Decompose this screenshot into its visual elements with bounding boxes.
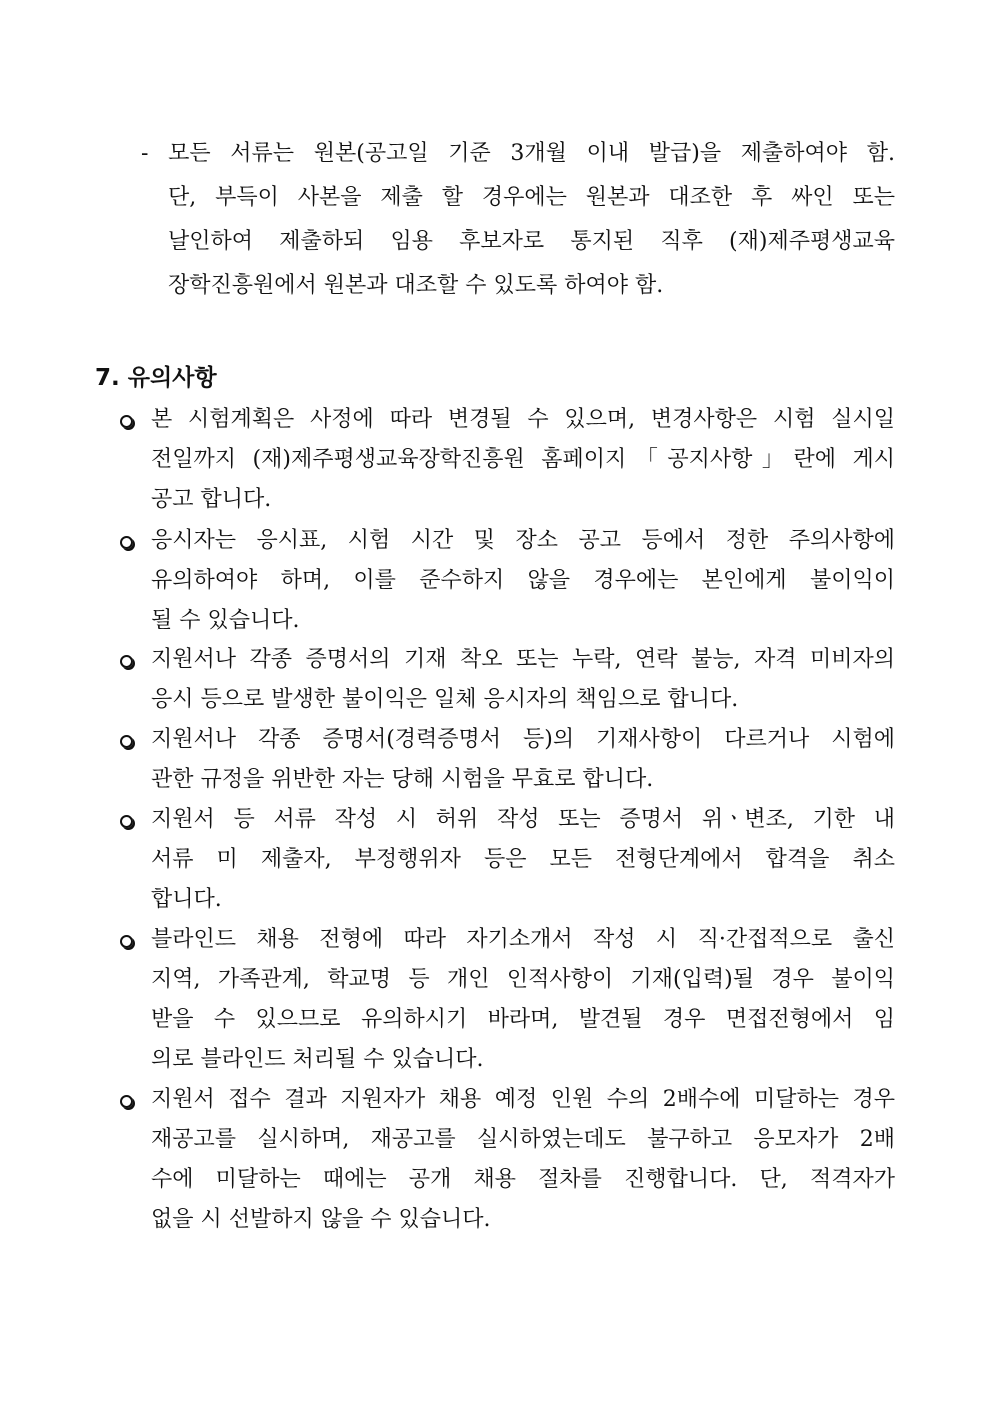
- notice-item-line: 될 수 있습니다.: [151, 608, 300, 633]
- notice-item-line: 블라인드 채용 전형에 따라 자기소개서 작성 시 직·간접적으로 출신: [151, 927, 895, 952]
- dash-paragraph-line: 장학진흥원에서 원본과 대조할 수 있도록 하여야 함.: [168, 273, 664, 298]
- notice-item-line: 전일까지 (재)제주평생교육장학진흥원 홈페이지「공지사항」란에 게시: [151, 447, 895, 472]
- hollow-circle-bullet-icon: [120, 536, 133, 549]
- hollow-circle-bullet-icon: [120, 935, 133, 948]
- notice-item-line: 관한 규정을 위반한 자는 당해 시험을 무효로 합니다.: [151, 767, 654, 792]
- notice-item-line: 의로 블라인드 처리될 수 있습니다.: [151, 1047, 484, 1072]
- notice-item-line: 없을 시 선발하지 않을 수 있습니다.: [151, 1207, 491, 1232]
- section-heading: 7. 유의사항: [95, 365, 217, 391]
- hollow-circle-bullet-icon: [120, 735, 133, 748]
- notice-item-line: 받을 수 있으므로 유의하시기 바라며, 발견될 경우 면접전형에서 임: [151, 1007, 895, 1032]
- dash-paragraph-line: 단, 부득이 사본을 제출 할 경우에는 원본과 대조한 후 싸인 또는: [168, 185, 895, 210]
- notice-item-line: 유의하여야 하며, 이를 준수하지 않을 경우에는 본인에게 불이익이: [151, 568, 895, 593]
- notice-item-line: 지원서 등 서류 작성 시 허위 작성 또는 증명서 위ㆍ변조, 기한 내: [151, 807, 895, 832]
- notice-item-line: 합니다.: [151, 887, 222, 912]
- dash-paragraph-line: - 모든 서류는 원본(공고일 기준 3개월 이내 발급)을 제출하여야 함.: [141, 141, 895, 166]
- notice-item-line: 응시 등으로 발생한 불이익은 일체 응시자의 책임으로 합니다.: [151, 687, 739, 712]
- notice-item-line: 지원서나 각종 증명서(경력증명서 등)의 기재사항이 다르거나 시험에: [151, 727, 895, 752]
- notice-item-line: 본 시험계획은 사정에 따라 변경될 수 있으며, 변경사항은 시험 실시일: [151, 407, 895, 432]
- hollow-circle-bullet-icon: [120, 415, 133, 428]
- notice-item-line: 수에 미달하는 때에는 공개 채용 절차를 진행합니다. 단, 적격자가: [151, 1167, 895, 1192]
- hollow-circle-bullet-icon: [120, 655, 133, 668]
- notice-item-line: 지원서나 각종 증명서의 기재 착오 또는 누락, 연락 불능, 자격 미비자의: [151, 647, 895, 672]
- notice-item-line: 지역, 가족관계, 학교명 등 개인 인적사항이 기재(입력)될 경우 불이익: [151, 967, 895, 992]
- hollow-circle-bullet-icon: [120, 1095, 133, 1108]
- notice-item-line: 지원서 접수 결과 지원자가 채용 예정 인원 수의 2배수에 미달하는 경우: [151, 1087, 895, 1112]
- notice-item-line: 응시자는 응시표, 시험 시간 및 장소 공고 등에서 정한 주의사항에: [151, 528, 895, 553]
- notice-item-line: 재공고를 실시하며, 재공고를 실시하였는데도 불구하고 응모자가 2배: [151, 1127, 895, 1152]
- notice-item-line: 공고 합니다.: [151, 487, 272, 512]
- notice-item-line: 서류 미 제출자, 부정행위자 등은 모든 전형단계에서 합격을 취소: [151, 847, 895, 872]
- hollow-circle-bullet-icon: [120, 815, 133, 828]
- dash-paragraph-line: 날인하여 제출하되 임용 후보자로 통지된 직후 (재)제주평생교육: [168, 229, 895, 254]
